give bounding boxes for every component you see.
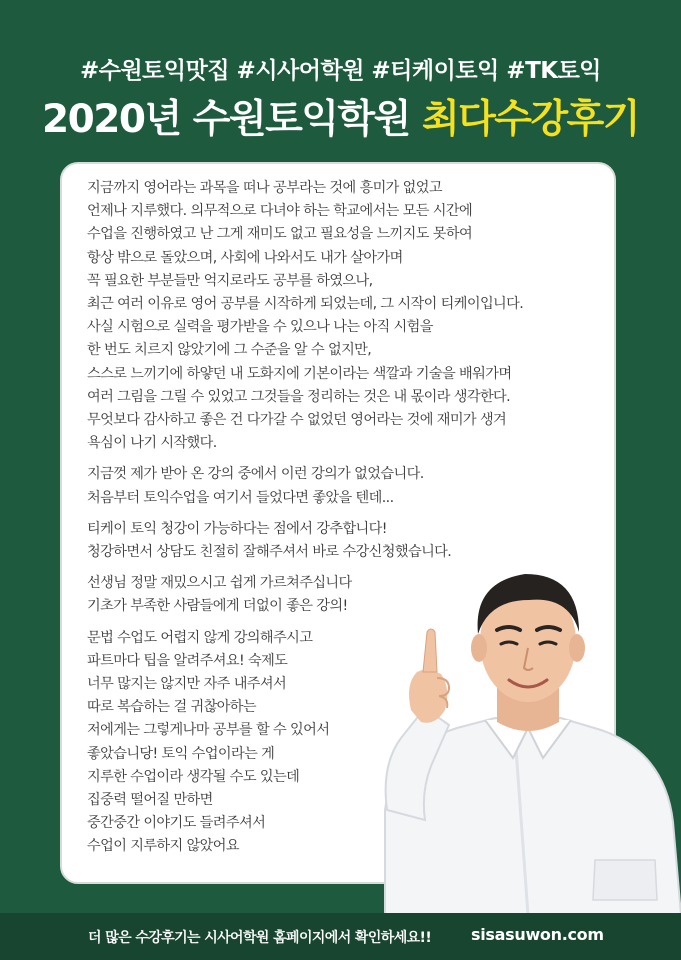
instructor-photo [365, 560, 681, 915]
review-line: 지루한 수업이라 생각될 수도 있는데 [87, 768, 300, 785]
review-line: 지금까지 영어라는 과목을 떠나 공부라는 것에 흥미가 없었고 [87, 180, 442, 196]
review-line: 언제나 지루했다. 의무적으로 다녀야 하는 학교에서는 모든 시간에 [87, 203, 473, 220]
footer-message: 더 많은 수강후기는 시사어학원 홈페이지에서 확인하세요!! [88, 930, 432, 946]
title-highlight: 최다수강후기 [421, 97, 639, 142]
review-line: 따로 복습하는 걸 귀찮아하는 [87, 699, 256, 716]
review-line: 처음부터 토익수업을 여기서 들었다면 좋았을 텐데... [87, 489, 394, 506]
review-line: 청강하면서 상담도 친절히 잘해주셔서 바로 수강신청했습니다. [87, 544, 452, 561]
review-line: 너무 많지는 않지만 자주 내주셔서 [87, 676, 287, 693]
review-line: 문법 수업도 어렵지 않게 강의해주시고 [87, 629, 313, 646]
review-line: 여러 그림을 그릴 수 있었고 그것들을 정리하는 것은 내 몫이라 생각한다. [87, 388, 511, 405]
page-title [0, 88, 681, 144]
review-line: 한 번도 치르지 않았기에 그 수준을 알 수 없지만, [87, 342, 372, 359]
title-main: 2020년 수원토익학원 [42, 97, 422, 142]
website-link[interactable]: sisasuwon.com [471, 925, 604, 944]
review-line: 선생님 정말 재밌으시고 쉽게 가르쳐주십니다 [87, 575, 352, 592]
review-line: 최근 여러 이유로 영어 공부를 시작하게 되었는데, 그 시작이 티케이입니다. [87, 296, 524, 313]
review-line: 욕심이 나기 시작했다. [87, 435, 217, 452]
review-line: 항상 밖으로 돌았으며, 사회에 나와서도 내가 살아가며 [87, 249, 403, 266]
review-line: 수업을 진행하였고 난 그게 재미도 없고 필요성을 느끼지도 못하여 [87, 226, 473, 243]
review-line: 지금껏 제가 받아 온 강의 중에서 이런 강의가 없었습니다. [87, 466, 424, 483]
review-line: 무엇보다 감사하고 좋은 건 다가갈 수 없었던 영어라는 것에 재미가 생겨 [87, 412, 507, 429]
review-line: 티케이 토익 청강이 가능하다는 점에서 강추합니다! [87, 520, 387, 537]
review-line: 스스로 느끼기에 하얗던 내 도화지에 기본이라는 색깔과 기술을 배워가며 [87, 365, 512, 382]
review-line: 중간중간 이야기도 들려주셔서 [87, 815, 266, 832]
review-line: 기초가 부족한 사람들에게 더없이 좋은 강의! [87, 598, 348, 615]
review-line: 저에게는 그렇게나마 공부를 할 수 있어서 [87, 722, 330, 739]
review-paragraph [87, 177, 587, 455]
review-line: 집중력 떨어질 만하면 [87, 792, 213, 809]
review-paragraph [87, 518, 587, 564]
review-line: 사실 시험으로 실력을 평가받을 수 있으나 나는 아직 시험을 [87, 319, 433, 336]
review-line: 좋았습니당! 토익 수업이라는 게 [87, 745, 275, 762]
review-line: 파트마다 팁을 알려주셔요! 숙제도 [87, 652, 288, 669]
review-paragraph [87, 463, 587, 509]
review-line: 꼭 필요한 부분들만 억지로라도 공부를 하였으나, [87, 272, 373, 289]
review-line: 수업이 지루하지 않았어요 [87, 838, 239, 855]
hashtag-line: #수원토익맛집 #시사어학원 #티케이토익 #TK토익 [79, 58, 602, 84]
